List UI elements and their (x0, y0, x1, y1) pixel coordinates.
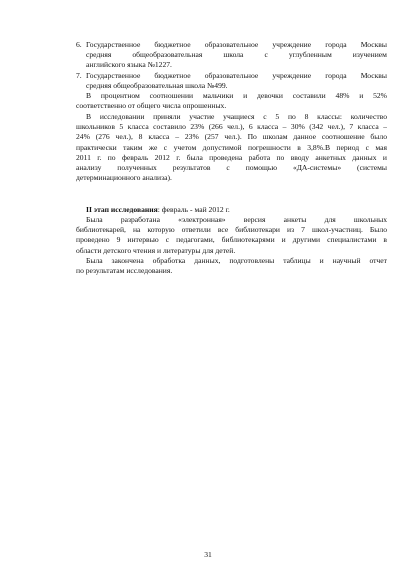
school-list (76, 40, 387, 91)
text-line: библиотекарей, на которую ответили все библиотекари из 7 школ-участниц. Было (76, 225, 387, 235)
text-line: 24% (276 чел.), 8 класса – 23% (257 чел.). По школам данное соотношение было (76, 132, 387, 142)
list-item-6 (76, 40, 387, 71)
stage-two-title: II этап исследования (86, 205, 158, 214)
text-line: практически таким же с учетом допустимой погрешности в 3,8%.В период с мая (76, 142, 387, 152)
text-line: детерминационного анализа). (76, 173, 172, 183)
paragraph-survey (76, 215, 387, 256)
text-line: области детского чтения и литературы для детей. (76, 245, 236, 255)
text-line: Была закончена обработка данных, подготовлены таблицы и научный отчет (86, 256, 387, 265)
list-number: 7. (76, 70, 82, 80)
text-line: 2011 г. по февраль 2012 г. была проведена работа по вводу анкетных данных и (76, 152, 387, 162)
text-line: проведено 9 интервью с педагогами, библиотекарями и другими специалистами в (76, 235, 387, 245)
text-line: В исследовании приняли участие учащиеся с 5 по 8 классы: количество (86, 112, 387, 121)
text-line: школьников 5 класса составило 23% (266 чел.), 6 класса – 30% (342 чел.), 7 класса – (76, 122, 387, 132)
text-line: В процентном соотношении мальчики и девочки составили 48% и 52% (86, 91, 387, 100)
text-line: Была разработана «электронная» версия анкеты для школьных (86, 215, 387, 224)
paragraph-classes (76, 112, 387, 183)
list-line: английского языка №1227. (86, 60, 172, 70)
list-line: Государственное бюджетное образовательное учреждение города Москвы (86, 70, 387, 80)
list-line: Государственное бюджетное образовательное учреждение города Москвы (86, 40, 387, 49)
list-line: средняя общеобразовательная школа №499. (86, 80, 228, 90)
text-line: анализу полученных результатов с помощью «ДА-системы» (системы (76, 163, 387, 173)
stage-two-line (76, 205, 387, 215)
list-line: средняя общеобразовательная школа с углубленным изучением (86, 50, 387, 60)
page-number: 31 (204, 550, 212, 559)
paragraph-final (76, 256, 387, 276)
paragraph-ratio (76, 91, 387, 111)
list-item-7 (76, 71, 387, 91)
stage-two-heading (76, 205, 387, 215)
text-line: соответственно от общего числа опрошенных. (76, 101, 227, 111)
list-number: 6. (76, 40, 82, 49)
text-line: по результатам исследования. (76, 266, 173, 276)
stage-two-dates: : февраль - май 2012 г. (157, 205, 230, 214)
